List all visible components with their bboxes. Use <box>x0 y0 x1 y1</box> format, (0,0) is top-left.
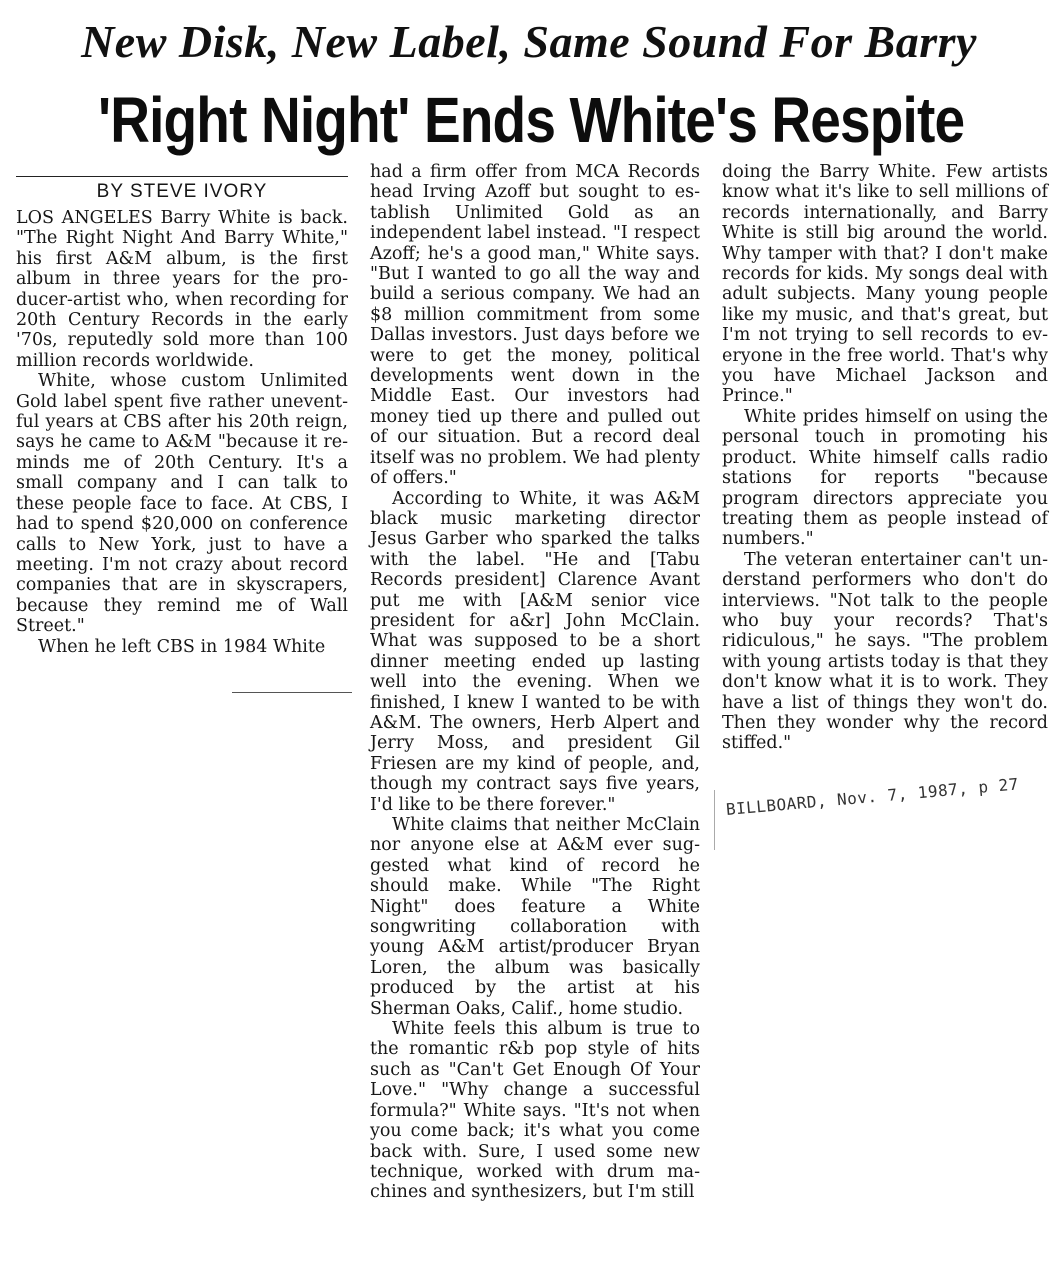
handwritten-source-note: BILLBOARD, Nov. 7, 1987, p 27 <box>725 774 1020 819</box>
article-column-2 <box>370 162 700 1203</box>
article-headline: 'Right Night' Ends White's Respite <box>98 84 965 156</box>
paragraph: The veteran entertainer can't understand performers who don't do interviews. "Not talk to the people who buy your records? That's ridiculous," he says. "The problem with young artists today is that they don't know what it is to work. They have a list of things they won't do. Then they wonder why the record stiffed." <box>722 549 1048 754</box>
paragraph: White feels this album is true to the romantic r&b pop style of hits such as "Can't Get Enough Of Your Love." "Why change a successful formula?" White says. "It's not when you come back; it's what you come back with. Sure, I used some new technique, worked with drum machines and synthesizers, but I'm still <box>370 1019 700 1203</box>
paragraph: doing the Barry White. Few artists know what it's like to sell millions of records internationally, and Barry White is still big around the world. Why tamper with that? I don't make records for kids. My songs deal with adult subjects. Many young people like my music, and that's great, but I'm not trying to sell records to everyone in the free world. That's why you have Michael Jackson and Prince." <box>722 162 1048 407</box>
byline-rule <box>16 176 348 177</box>
paragraph: White claims that neither McClain nor anyone else at A&M ever suggested what kind of record he should make. While "The Right Night" does feature a White songwriting collaboration with young A&M artist/producer Bryan Loren, the album was basically produced by the artist at his Sherman Oaks, Calif., home studio. <box>370 815 700 1019</box>
paragraph: When he left CBS in 1984 White <box>38 636 326 657</box>
article-column-3 <box>722 162 1048 754</box>
paragraph: had a firm offer from MCA Records head Irving Azoff but sought to establish Unlimited Gold as an independent label instead. "I respect Azoff; he's a good man," White says. "But I wanted to go all the way and build a serious company. We had an $8 million commitment from some Dallas investors. Just days before we were to get the money, political developments went down in the Middle East. Our investors had money tied up there and pulled out of our situation. But a record deal itself was no problem. We had plenty of offers." <box>370 162 700 489</box>
paragraph: According to White, it was A&M black music marketing director Jesus Garber who sparked the talks with the label. "He and [Tabu Records president] Clarence Avant put me with [A&M senior vice president for a&r] John McClain. What was supposed to be a short dinner meeting ended up lasting well into the evening. When we finished, I knew I wanted to be with A&M. The owners, Herb Alpert and Jerry Moss, and president Gil Friesen are my kind of people, and, though my contract says five years, I'd like to be there forever." <box>370 488 700 815</box>
paragraph: LOS ANGELES Barry White is back. "The Right Night And Barry White," his first A&M album, is the first album in three years for the producer-artist who, when recording for 20th Century Records in the early '70s, reputedly sold more than 100 million records worldwide. <box>16 208 348 371</box>
article-column-1 <box>16 208 348 657</box>
article-kicker: New Disk, New Label, Same Sound For Barry <box>81 16 977 67</box>
byline: BY STEVE IVORY <box>96 181 268 202</box>
paragraph: White prides himself on using the personal touch in promoting his product. White himself calls radio stations for reports "because program directors appreciate you treating them as people instead of numbers." <box>722 406 1048 550</box>
margin-mark <box>714 790 715 850</box>
paragraph: White, whose custom Unlimited Gold label spent five rather uneventful years at CBS after his 20th reign, says he came to A&M "because it reminds me of 20th Century. It's a small company and I can talk to these people face to face. At CBS, I had to spend $20,000 on conference calls to New York, just to have a meeting. I'm not crazy about record companies that are in skyscrapers, because they remind me of Wall Street." <box>16 371 348 637</box>
column-end-rule <box>232 692 352 693</box>
